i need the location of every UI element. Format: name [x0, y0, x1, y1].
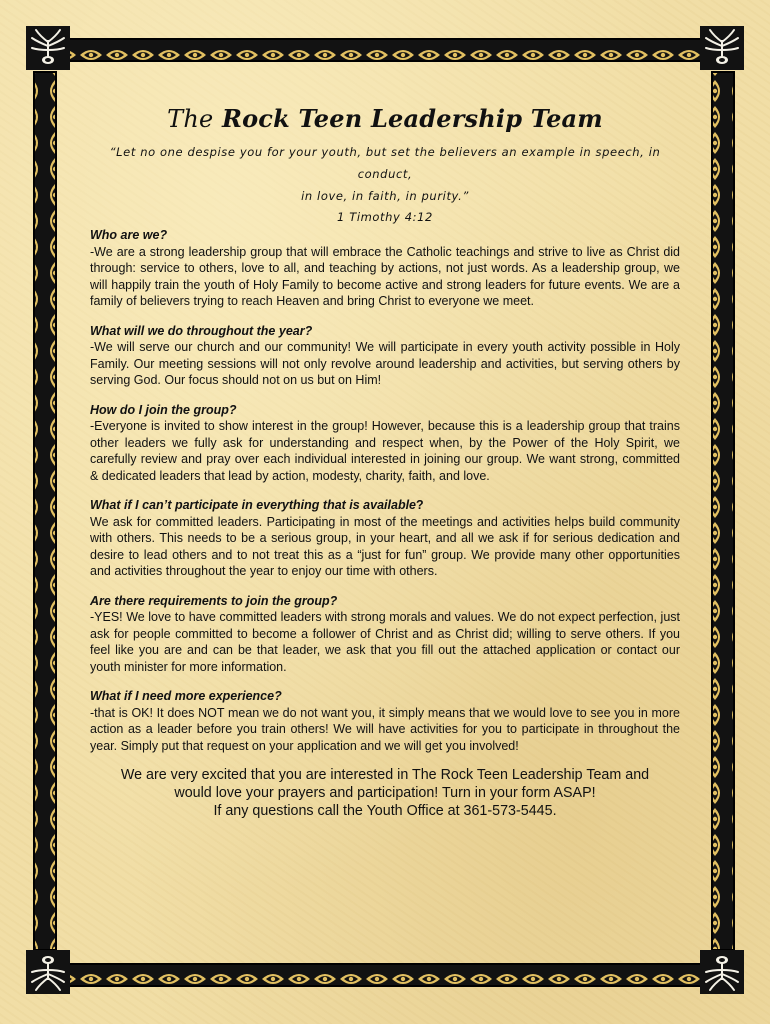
- faq-question-mark: ?: [416, 498, 424, 512]
- faq-section-join: [90, 402, 680, 485]
- faq-question: How do I join the group?: [90, 402, 237, 417]
- faq-answer: -that is OK! It does NOT mean we do not want you, it simply means that we would love to see you in more action as a leader before you train others! We will have activities for you to participate in throughout the year. Simply put that request on your application and we will get you involved!: [90, 705, 680, 753]
- faq-question: Who are we?: [90, 228, 168, 242]
- verse-reference: 1 Timothy 4:12: [337, 210, 433, 224]
- closing-message: [90, 766, 680, 820]
- faq-section-requirements: [90, 593, 680, 676]
- faq-question-text: What if I can’t participate in everything that is available: [90, 498, 417, 512]
- closing-line-3: If any questions call the Youth Office at 361-573-5445.: [213, 803, 557, 819]
- faq-section-participate: [90, 497, 680, 580]
- wheat-sheaf-corner-icon: [26, 26, 70, 70]
- faq-answer: We ask for committed leaders. Participating in most of the meetings and activities helps build community with others. This needs to be a serious group, in your heart, and all we ask if for serious dedication and desire to lead others and to not treat this as a “just for fun” group. We provide many other opportunities and activities throughout the year to enjoy our time with others.: [90, 514, 680, 578]
- closing-line-2: would love your prayers and participation! Turn in your form ASAP!: [174, 785, 596, 801]
- faq-question: What if I need more experience?: [90, 689, 282, 703]
- faq-answer: -We will serve our church and our community! We will participate in every youth activity possible in Holy Family. Our meeting sessions will not only revolve around leadership and activities, but serving others by serving God. Our focus should not on us but on Him!: [90, 340, 680, 387]
- faq-answer: -We are a strong leadership group that will embrace the Catholic teachings and strive to live as Christ did through: service to others, love to all, and teaching by actions, not just words. As a leadership group, we will happily train the youth of Holy Family to become active and strong leaders for future events. We are a family of believers trying to reach Heaven and bring Christ to everyone we meet.: [90, 244, 680, 308]
- faq-question: What will we do throughout the year?: [90, 323, 313, 338]
- wheat-sheaf-corner-icon: [700, 950, 744, 994]
- faq-question: [90, 497, 680, 514]
- verse-line-2: in love, in faith, in purity.”: [301, 189, 469, 203]
- title-part-2: Rock Teen Leadership Team: [221, 104, 603, 133]
- title-part-1: The: [167, 105, 214, 133]
- page-title: [90, 104, 680, 133]
- wheat-sheaf-corner-icon: [700, 26, 744, 70]
- faq-answer: -Everyone is invited to show interest in the group! However, because this is a leadership group that trains other leaders we fully ask for understanding and respect when, by the Power of the Holy Spirit, we carefully review and pray over each individual interested in joining our group. We want strong, committed & dedicated leaders that lead by action, modesty, charity, faith, and love.: [90, 419, 680, 483]
- verse-line-1: “Let no one despise you for your youth, but set the believers an example in speech, in conduct,: [109, 145, 661, 181]
- faq-question: Are there requirements to join the group?: [90, 593, 338, 608]
- scripture-verse: [90, 141, 680, 207]
- faq-answer: -YES! We love to have committed leaders with strong morals and values. We do not expect perfection, just ask for people committed to become a follower of Christ and as Christ did; willing to serve others. If you feel like you are and can be that leader, we ask that you fill out the attached application or contact our youth minister for more information.: [90, 610, 680, 674]
- faq-section-who: [90, 227, 680, 310]
- wheat-sheaf-corner-icon: [26, 950, 70, 994]
- faq-section-experience: [90, 688, 680, 754]
- flyer-content: [90, 104, 680, 820]
- faq-section-what: [90, 323, 680, 389]
- closing-line-1: We are very excited that you are interested in The Rock Teen Leadership Team and: [120, 767, 650, 783]
